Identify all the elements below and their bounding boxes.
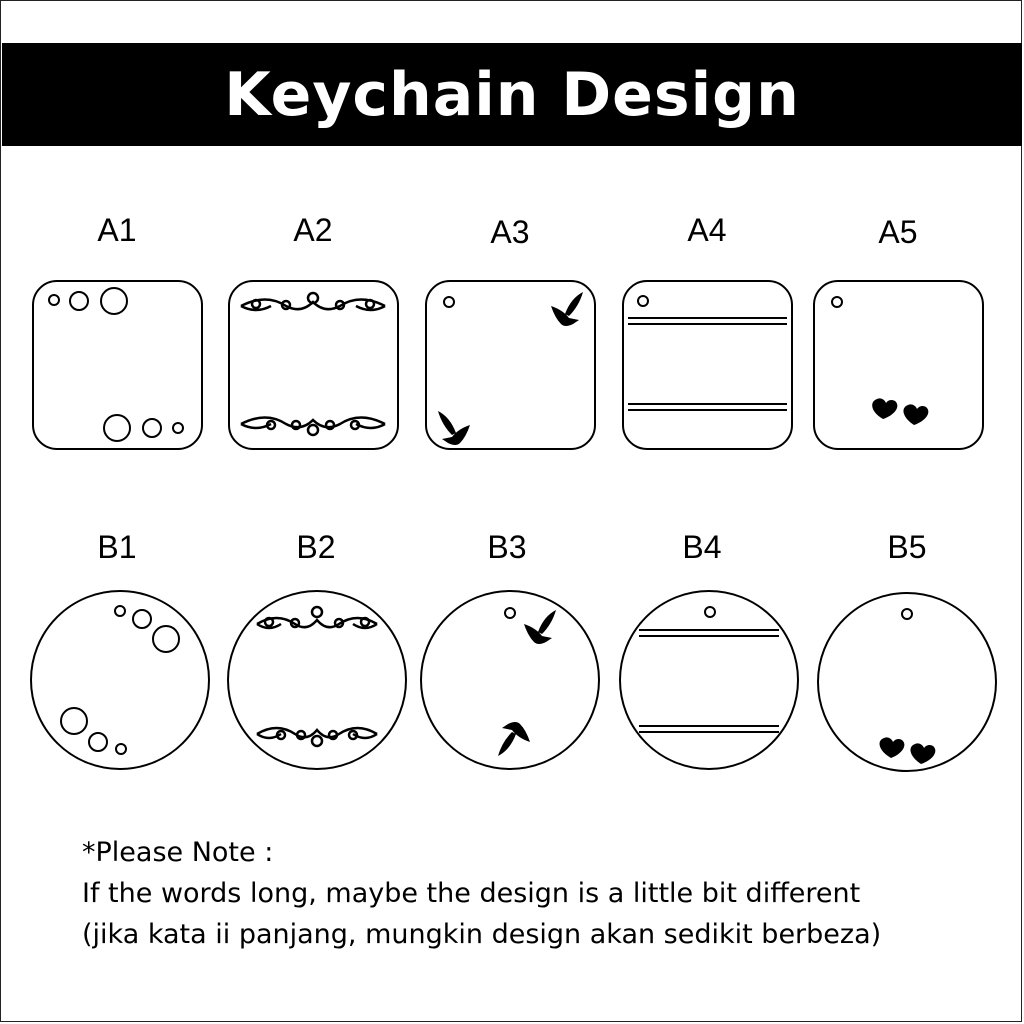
keychain-b3[interactable] [418, 588, 602, 772]
design-label-b3: B3 [487, 529, 527, 565]
bird-icon [438, 292, 583, 445]
keychain-b4[interactable] [617, 588, 801, 772]
keychain-a2[interactable] [226, 278, 401, 453]
design-label-a1: A1 [97, 212, 137, 248]
note-section [82, 832, 982, 955]
circle-dots-icon [61, 606, 179, 754]
hole-icon [638, 296, 648, 306]
heart-icon [872, 398, 928, 425]
note-line-malay: (jika kata ii panjang, mungkin design akan sedikit berbeza) [82, 919, 882, 950]
page-title: Keychain Design [224, 59, 800, 130]
note-heading: *Please Note : [82, 837, 274, 868]
swirl-ornament-icon [257, 607, 377, 746]
double-line-icon [628, 318, 787, 410]
keychain-a3[interactable] [423, 278, 598, 453]
design-label-b4: B4 [682, 529, 722, 565]
design-label-a2: A2 [293, 212, 333, 248]
heart-icon [880, 737, 936, 764]
keychain-b2[interactable] [225, 588, 409, 772]
keychain-a1[interactable] [30, 278, 205, 453]
keychain-b1[interactable] [28, 588, 212, 772]
design-label-a4: A4 [687, 212, 727, 248]
hole-icon [444, 297, 454, 307]
hole-icon [505, 608, 515, 618]
keychain-b5[interactable] [815, 590, 999, 774]
swirl-ornament-icon [241, 293, 385, 435]
keychain-a4[interactable] [620, 278, 795, 453]
design-label-a3: A3 [490, 214, 530, 250]
design-label-b1: B1 [97, 529, 137, 565]
design-label-b5: B5 [887, 529, 927, 565]
hole-icon [832, 297, 842, 307]
hole-icon [902, 609, 912, 619]
keychain-a5[interactable] [811, 278, 986, 453]
double-line-icon [639, 630, 779, 732]
circle-dots-icon [49, 288, 183, 441]
design-label-a5: A5 [878, 214, 918, 250]
note-line-english: If the words long, maybe the design is a little bit different [82, 878, 861, 909]
design-label-b2: B2 [296, 529, 336, 565]
hole-icon [705, 607, 715, 617]
title-banner [2, 43, 1022, 146]
bird-icon [498, 610, 556, 756]
